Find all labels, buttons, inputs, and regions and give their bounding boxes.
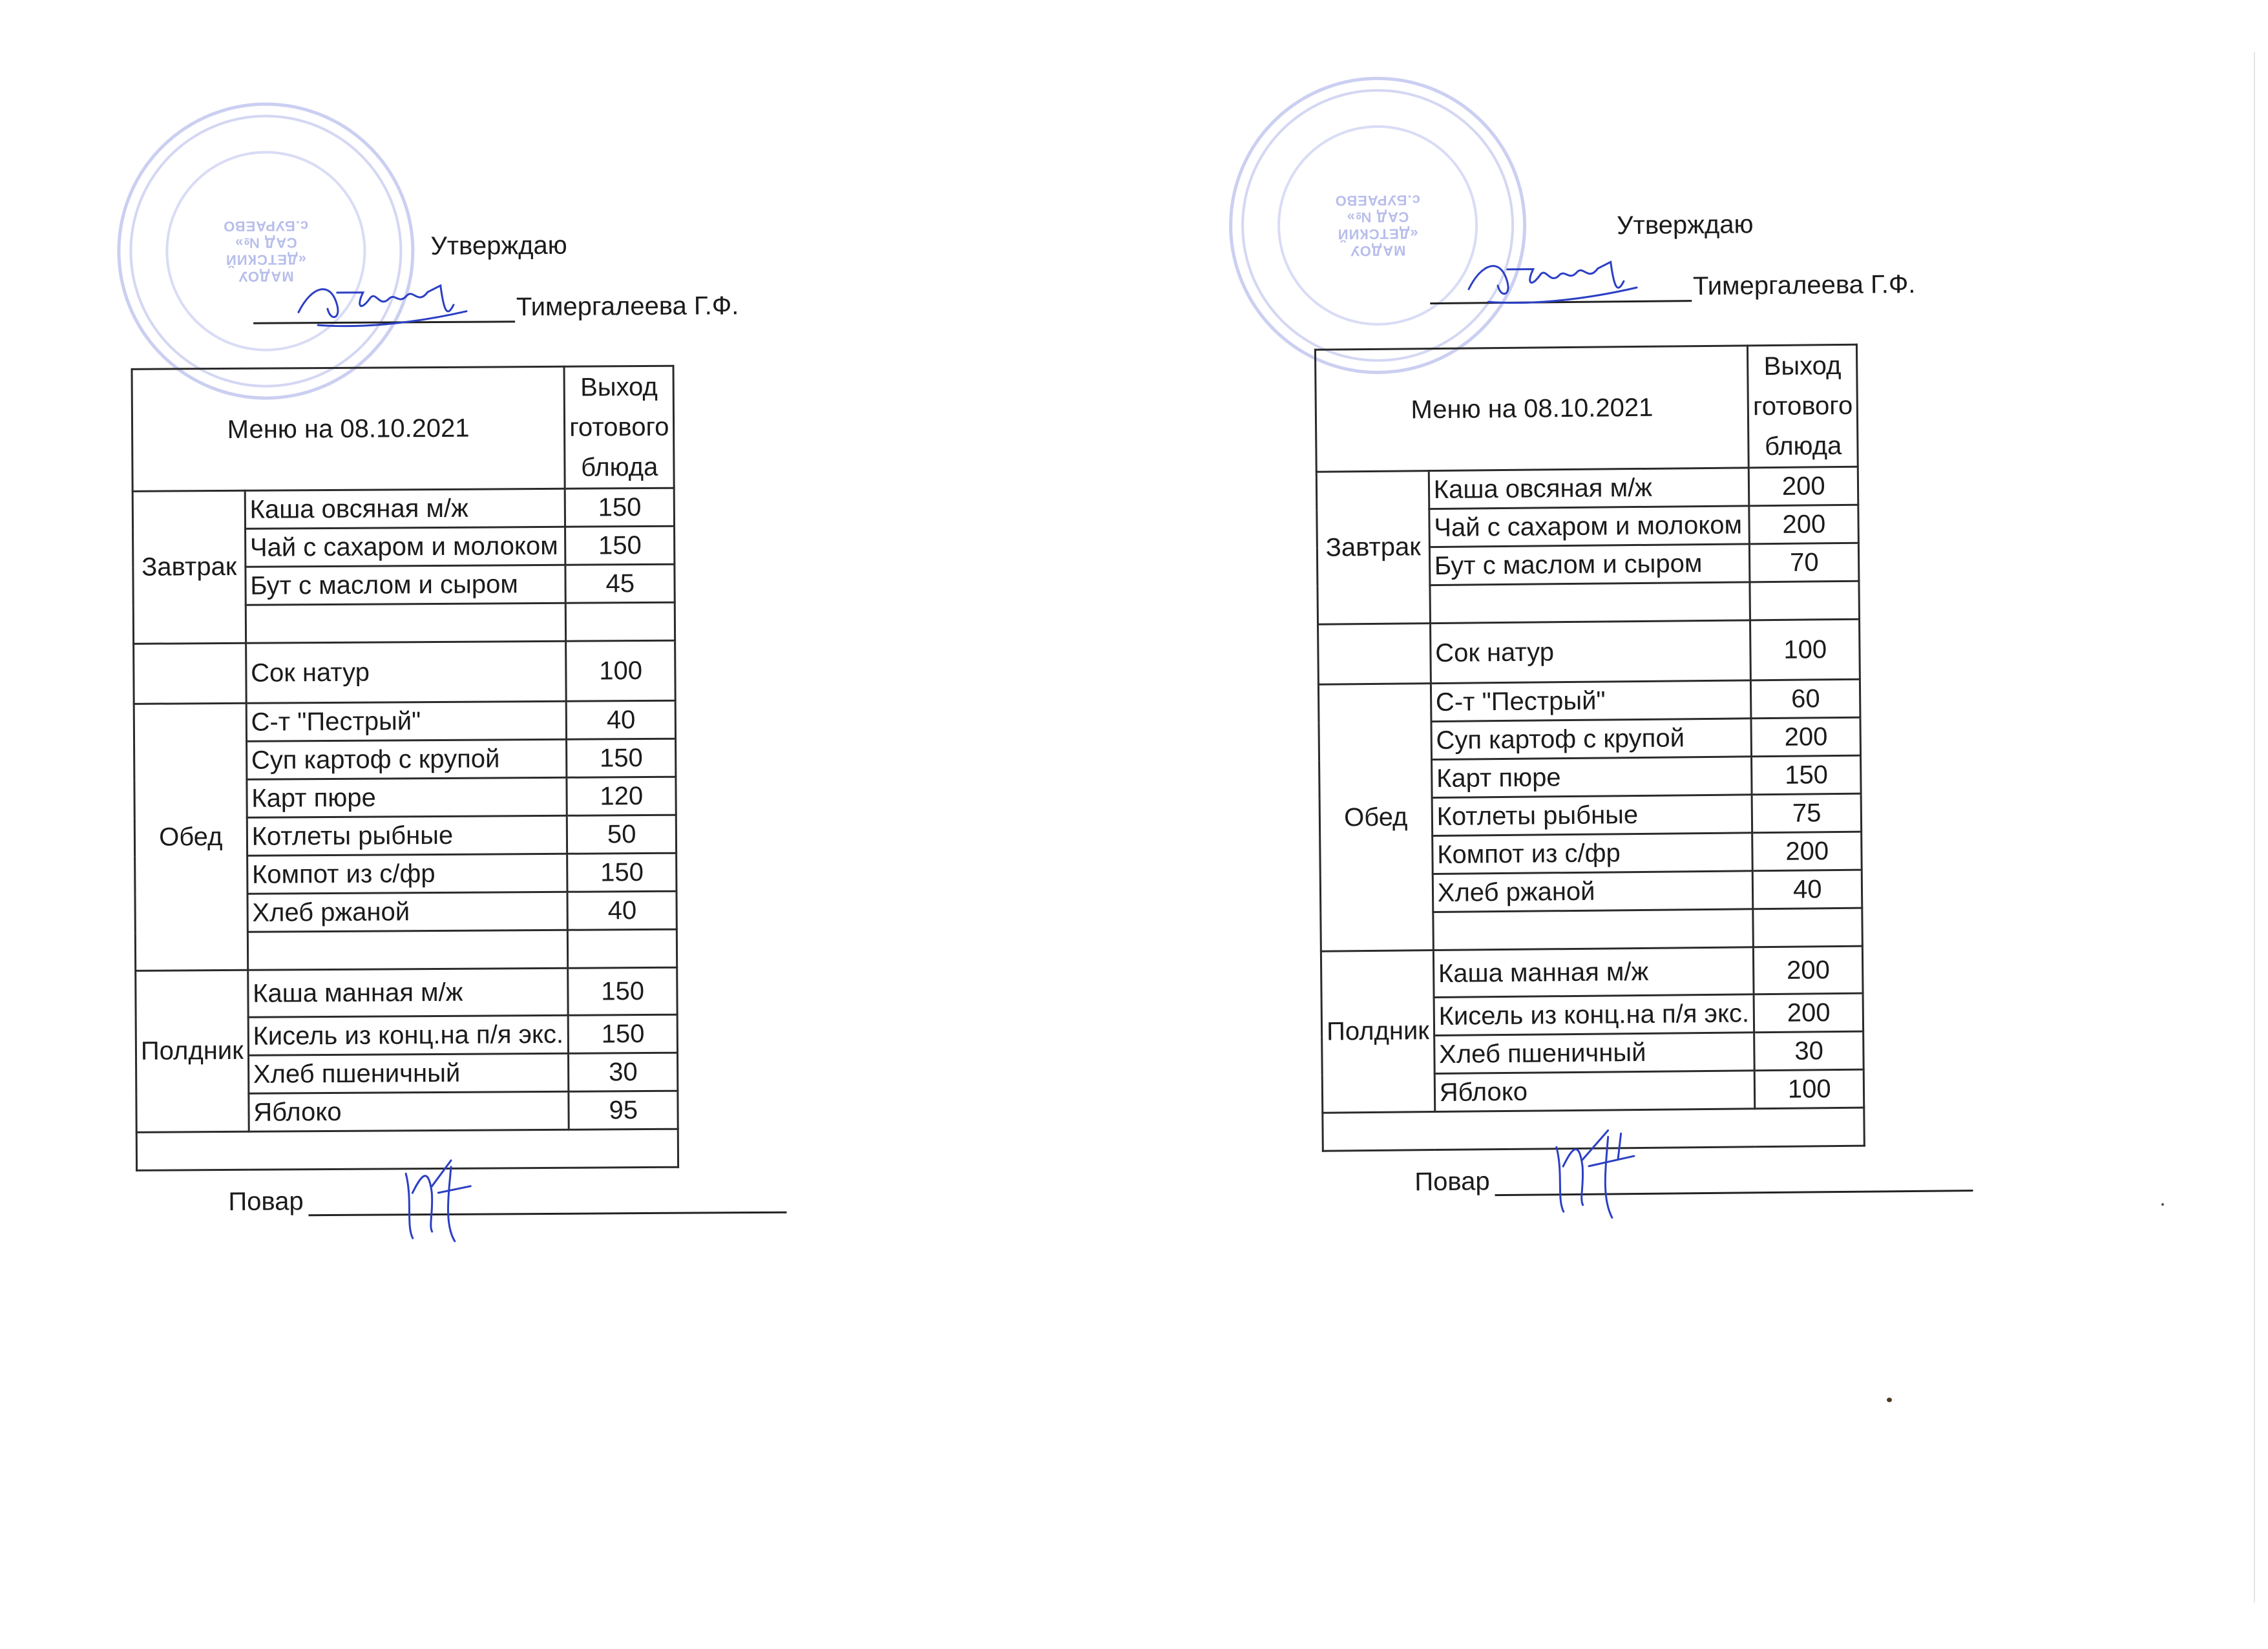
dish-name xyxy=(247,930,568,970)
dish-output: 200 xyxy=(1751,717,1861,757)
dish-name: Каша овсяная м/ж xyxy=(1429,468,1749,509)
output-header-line: блюда xyxy=(581,452,658,482)
cook-label: Повар xyxy=(1414,1167,1490,1197)
dish-output: 40 xyxy=(1752,870,1862,909)
dish-name xyxy=(1430,582,1750,624)
meal-label-afternoon: Полдник xyxy=(136,970,249,1132)
dish-name: Котлеты рыбные xyxy=(247,815,567,856)
dish-name: Каша овсяная м/ж xyxy=(245,488,565,529)
dish-name: Каша манная м/ж xyxy=(247,968,568,1017)
dish-name: Суп картоф с крупой xyxy=(1431,719,1752,760)
dish-name: Суп картоф с крупой xyxy=(246,739,567,779)
dish-name: С-т "Пестрый" xyxy=(246,701,567,741)
dish-name: Компот из с/фр xyxy=(1432,833,1752,874)
dish-output: 40 xyxy=(567,891,677,930)
output-header-line: готового xyxy=(1752,391,1853,421)
cook-signature-icon xyxy=(393,1148,490,1245)
page-edge xyxy=(2254,52,2255,1602)
dish-output: 200 xyxy=(1752,832,1862,871)
dish-output: 200 xyxy=(1748,467,1858,506)
dish-name: Карт пюре xyxy=(247,777,567,817)
cook-label: Повар xyxy=(228,1187,304,1216)
output-header-line: Выход xyxy=(580,372,658,402)
dish-name: Бут с маслом и сыром xyxy=(246,565,566,605)
dish-name: Сок натур xyxy=(1430,620,1750,684)
dish-output: 60 xyxy=(1751,679,1861,719)
dish-name: Чай с сахаром и молоком xyxy=(245,527,565,567)
dish-output: 40 xyxy=(566,700,676,739)
dish-output xyxy=(1753,908,1863,947)
dish-name: Кисель из конц.на п/я экс. xyxy=(1434,994,1754,1036)
table-row xyxy=(134,700,676,742)
dish-name: Бут с маслом и сыром xyxy=(1429,544,1750,585)
table-row xyxy=(132,488,675,529)
dish-name: Кисель из конц.на п/я экс. xyxy=(248,1015,569,1055)
dish-name: Каша манная м/ж xyxy=(1433,947,1754,998)
dish-output: 150 xyxy=(565,488,675,527)
dish-output: 200 xyxy=(1754,946,1864,994)
director-signature-icon xyxy=(1462,242,1643,315)
dish-output xyxy=(1750,581,1860,620)
official-stamp xyxy=(1228,76,1528,375)
output-header-line: блюда xyxy=(1764,431,1842,461)
dish-output: 150 xyxy=(565,526,675,565)
meal-label-lunch: Обед xyxy=(134,703,247,971)
director-signature-icon xyxy=(292,266,474,339)
dish-output: 200 xyxy=(1749,505,1859,544)
dish-name: С-т "Пестрый" xyxy=(1431,680,1751,722)
dish-output xyxy=(567,929,677,968)
output-header-line: готового xyxy=(569,412,669,442)
dish-output: 50 xyxy=(567,815,677,854)
cook-signature-blank xyxy=(309,1188,787,1217)
output-header-line: Выход xyxy=(1763,351,1842,381)
dish-output: 30 xyxy=(1754,1031,1864,1071)
cook-signature-icon xyxy=(1543,1120,1661,1225)
dish-output: 100 xyxy=(1754,1069,1864,1109)
dish-output: 150 xyxy=(567,739,677,777)
dish-output: 30 xyxy=(569,1053,678,1091)
dish-output: 45 xyxy=(565,564,675,603)
dish-name xyxy=(246,603,566,643)
dish-output: 150 xyxy=(567,853,677,892)
meal-label-empty xyxy=(1318,624,1431,685)
dish-output: 75 xyxy=(1752,793,1862,833)
meal-label-lunch: Обед xyxy=(1318,684,1433,952)
cook-footer xyxy=(1323,1108,1865,1197)
menu-title: Меню на 08.10.2021 xyxy=(132,366,565,491)
dish-name: Хлеб пшеничный xyxy=(248,1053,569,1093)
approve-title: Утверждаю xyxy=(430,231,567,261)
speck-mark xyxy=(1887,1398,1892,1402)
cook-line xyxy=(1414,1162,1973,1197)
approve-title: Утверждаю xyxy=(1616,210,1754,240)
dish-output: 70 xyxy=(1750,543,1860,582)
dish-output xyxy=(565,602,675,641)
dish-name xyxy=(1433,909,1754,951)
dish-name: Карт пюре xyxy=(1431,757,1752,798)
dish-output: 95 xyxy=(569,1091,678,1129)
meal-label-breakfast: Завтрак xyxy=(132,490,246,644)
dish-output: 200 xyxy=(1754,993,1864,1033)
table-row xyxy=(1316,467,1858,510)
cook-footer xyxy=(136,1129,678,1216)
dish-name: Компот из с/фр xyxy=(247,854,567,894)
dish-name: Хлеб пшеничный xyxy=(1434,1033,1754,1074)
dish-output: 100 xyxy=(566,640,676,701)
meal-label-breakfast: Завтрак xyxy=(1316,471,1430,625)
dish-output: 100 xyxy=(1750,619,1860,680)
dish-name: Котлеты рыбные xyxy=(1432,795,1752,836)
official-stamp xyxy=(116,101,415,401)
table-row xyxy=(134,640,676,704)
menu-table xyxy=(1314,344,1865,1197)
dish-name: Сок натур xyxy=(246,641,566,703)
approver-name: Тимергалеева Г.Ф. xyxy=(1692,269,1916,301)
dish-name: Хлеб ржаной xyxy=(247,892,568,932)
output-header xyxy=(564,366,674,488)
dish-output: 150 xyxy=(568,1014,678,1053)
dish-name: Яблоко xyxy=(249,1091,569,1131)
speck-mark xyxy=(2161,1203,2164,1206)
dish-name: Яблоко xyxy=(1434,1071,1755,1112)
dish-output: 150 xyxy=(568,967,678,1015)
table-row xyxy=(136,967,678,1018)
dish-output: 120 xyxy=(567,777,677,815)
table-row xyxy=(1318,679,1860,722)
cook-line xyxy=(228,1184,787,1217)
dish-output: 150 xyxy=(1752,755,1862,795)
table-row xyxy=(1321,946,1863,998)
menu-title: Меню на 08.10.2021 xyxy=(1315,346,1748,472)
table-row xyxy=(1318,619,1860,684)
dish-name: Хлеб ржаной xyxy=(1433,871,1753,912)
meal-label-afternoon: Полдник xyxy=(1321,951,1434,1113)
output-header xyxy=(1748,344,1858,468)
dish-name: Чай с сахаром и молоком xyxy=(1429,506,1750,547)
meal-label-empty xyxy=(134,643,246,704)
stamp-text: МАДОУ «ДЕТСКИЙ САД №» с.БУРАЕВО xyxy=(1334,192,1420,260)
stamp-text: МАДОУ «ДЕТСКИЙ САД №» с.БУРАЕВО xyxy=(223,218,309,285)
menu-table xyxy=(131,365,680,1216)
approver-name: Тимергалеева Г.Ф. xyxy=(516,291,739,322)
